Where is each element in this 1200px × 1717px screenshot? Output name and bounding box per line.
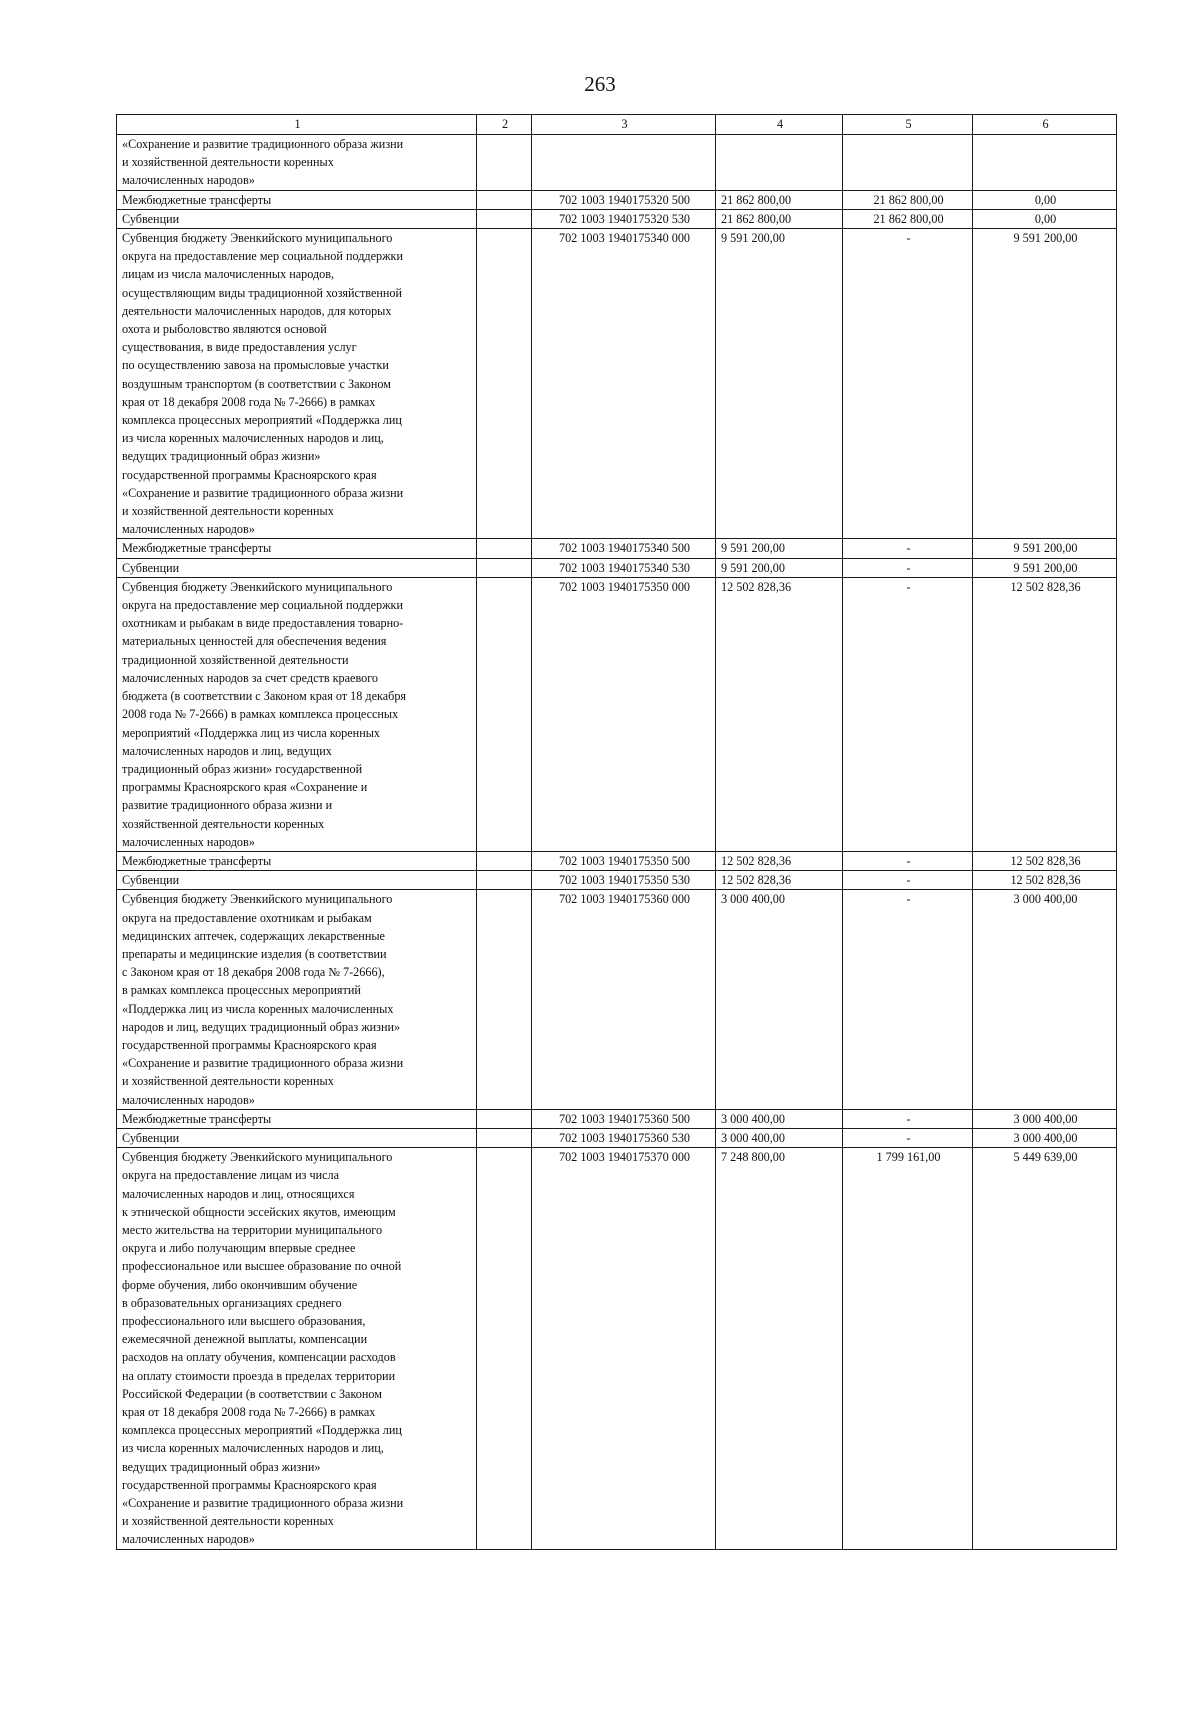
row-code-cell: 702 1003 1940175360 500 — [532, 1109, 716, 1128]
row-name-cell: Субвенции — [117, 871, 477, 890]
row-name-cell: Межбюджетные трансферты — [117, 851, 477, 870]
row-amount-cell — [716, 135, 843, 191]
row-name-cell: Субвенция бюджету Эвенкийского муниципального округа на предоставление мер социальной поддержки лицам из числа малочисленных народов, осуществляющим виды традиционной хозяйственной деятельности малочисленных народов, для которых охота и рыболовство являются основой существования, в виде предоставления услуг по осуществлению завоза на промысловые участки воздушным транспортом (в соответствии с Законом края от 18 декабря 2008 года № 7-2666) в рамках комплекса процессных мероприятий «Поддержка лиц из числа коренных малочисленных народов и лиц, ведущих традиционный образ жизни» государственной программы Красноярского края «Сохранение и развитие традиционного образа жизни и хозяйственной деятельности коренных малочисленных народов» — [117, 229, 477, 539]
row-name-cell: Субвенция бюджету Эвенкийского муниципального округа на предоставление лицам из числа малочисленных народов и лиц, относящихся к этнической общности эссейских якутов, имеющим место жительства на территории муниципального округа и либо получающим впервые среднее профессиональное или высшее образование по очной форме обучения, либо окончившим обучение в образовательных организациях среднего профессионального или высшего образования, ежемесячной денежной выплаты, компенсации расходов на оплату обучения, компенсации расходов на оплату стоимости проезда в пределах территории Российской Федерации (в соответствии с Законом края от 18 декабря 2008 года № 7-2666) в рамках комплекса процессных мероприятий «Поддержка лиц из числа коренных малочисленных народов и лиц, ведущих традиционный образ жизни» государственной программы Красноярского края «Сохранение и развитие традиционного образа жизни и хозяйственной деятельности коренных малочисленных народов» — [117, 1148, 477, 1549]
row-col6-cell: 3 000 400,00 — [973, 1109, 1117, 1128]
row-col5-cell: - — [843, 577, 973, 851]
row-col2-cell — [477, 539, 532, 558]
row-col5-cell: - — [843, 1128, 973, 1147]
row-code-cell — [532, 135, 716, 191]
row-amount-cell: 7 248 800,00 — [716, 1148, 843, 1549]
row-code-cell: 702 1003 1940175350 000 — [532, 577, 716, 851]
table-row — [117, 1128, 1117, 1147]
row-col6-cell — [973, 135, 1117, 191]
row-amount-cell: 3 000 400,00 — [716, 1109, 843, 1128]
header-col-6: 6 — [973, 115, 1117, 135]
row-code-cell: 702 1003 1940175360 000 — [532, 890, 716, 1109]
header-col-1: 1 — [117, 115, 477, 135]
row-col2-cell — [477, 190, 532, 209]
header-col-2: 2 — [477, 115, 532, 135]
row-col2-cell — [477, 558, 532, 577]
row-name-cell: Субвенции — [117, 558, 477, 577]
row-col6-cell: 0,00 — [973, 190, 1117, 209]
row-amount-cell: 21 862 800,00 — [716, 209, 843, 228]
row-amount-cell: 9 591 200,00 — [716, 558, 843, 577]
budget-table — [116, 114, 1117, 1550]
row-col5-cell: 21 862 800,00 — [843, 190, 973, 209]
header-col-4: 4 — [716, 115, 843, 135]
row-amount-cell: 21 862 800,00 — [716, 190, 843, 209]
row-name-cell: Межбюджетные трансферты — [117, 1109, 477, 1128]
row-col2-cell — [477, 851, 532, 870]
table-header-row — [117, 115, 1117, 135]
row-col6-cell: 9 591 200,00 — [973, 539, 1117, 558]
row-col6-cell: 5 449 639,00 — [973, 1148, 1117, 1549]
row-name-cell: Межбюджетные трансферты — [117, 539, 477, 558]
row-name-cell: «Сохранение и развитие традиционного образа жизни и хозяйственной деятельности коренных малочисленных народов» — [117, 135, 477, 191]
table-row — [117, 190, 1117, 209]
row-col2-cell — [477, 209, 532, 228]
table-row — [117, 871, 1117, 890]
table-row — [117, 209, 1117, 228]
row-amount-cell: 9 591 200,00 — [716, 539, 843, 558]
row-col5-cell: - — [843, 1109, 973, 1128]
header-col-3: 3 — [532, 115, 716, 135]
table-row — [117, 577, 1117, 851]
row-col5-cell: 21 862 800,00 — [843, 209, 973, 228]
row-col5-cell: - — [843, 229, 973, 539]
row-col2-cell — [477, 871, 532, 890]
row-col6-cell: 12 502 828,36 — [973, 851, 1117, 870]
row-amount-cell: 3 000 400,00 — [716, 890, 843, 1109]
row-col6-cell: 12 502 828,36 — [973, 871, 1117, 890]
row-code-cell: 702 1003 1940175350 500 — [532, 851, 716, 870]
budget-table-wrapper — [116, 114, 1116, 1550]
row-col5-cell: 1 799 161,00 — [843, 1148, 973, 1549]
row-col2-cell — [477, 890, 532, 1109]
table-row — [117, 1109, 1117, 1128]
row-col2-cell — [477, 135, 532, 191]
row-code-cell: 702 1003 1940175340 500 — [532, 539, 716, 558]
row-col5-cell: - — [843, 558, 973, 577]
row-code-cell: 702 1003 1940175360 530 — [532, 1128, 716, 1147]
row-code-cell: 702 1003 1940175320 500 — [532, 190, 716, 209]
row-code-cell: 702 1003 1940175320 530 — [532, 209, 716, 228]
row-name-cell: Субвенция бюджету Эвенкийского муниципального округа на предоставление охотникам и рыбакам медицинских аптечек, содержащих лекарственные препараты и медицинские изделия (в соответствии с Законом края от 18 декабря 2008 года № 7-2666), в рамках комплекса процессных мероприятий «Поддержка лиц из числа коренных малочисленных народов и лиц, ведущих традиционный образ жизни» государственной программы Красноярского края «Сохранение и развитие традиционного образа жизни и хозяйственной деятельности коренных малочисленных народов» — [117, 890, 477, 1109]
row-col5-cell: - — [843, 890, 973, 1109]
row-col6-cell: 12 502 828,36 — [973, 577, 1117, 851]
table-row — [117, 558, 1117, 577]
table-row — [117, 539, 1117, 558]
row-name-cell: Субвенция бюджету Эвенкийского муниципального округа на предоставление мер социальной поддержки охотникам и рыбакам в виде предоставления товарно- материальных ценностей для обеспечения ведения традиционной хозяйственной деятельности малочисленных народов за счет средств краевого бюджета (в соответствии с Законом края от 18 декабря 2008 года № 7-2666) в рамках комплекса процессных мероприятий «Поддержка лиц из числа коренных малочисленных народов и лиц, ведущих традиционный образ жизни» государственной программы Красноярского края «Сохранение и развитие традиционного образа жизни и хозяйственной деятельности коренных малочисленных народов» — [117, 577, 477, 851]
row-amount-cell: 12 502 828,36 — [716, 871, 843, 890]
row-amount-cell: 12 502 828,36 — [716, 851, 843, 870]
row-col2-cell — [477, 229, 532, 539]
header-col-5: 5 — [843, 115, 973, 135]
row-col2-cell — [477, 1109, 532, 1128]
row-col6-cell: 3 000 400,00 — [973, 1128, 1117, 1147]
table-row — [117, 229, 1117, 539]
table-row — [117, 851, 1117, 870]
row-name-cell: Субвенции — [117, 209, 477, 228]
row-code-cell: 702 1003 1940175340 530 — [532, 558, 716, 577]
row-code-cell: 702 1003 1940175350 530 — [532, 871, 716, 890]
row-name-cell: Межбюджетные трансферты — [117, 190, 477, 209]
row-code-cell: 702 1003 1940175340 000 — [532, 229, 716, 539]
page-number: 263 — [584, 72, 616, 96]
row-col5-cell: - — [843, 851, 973, 870]
table-row — [117, 890, 1117, 1109]
table-row — [117, 135, 1117, 191]
row-col6-cell: 0,00 — [973, 209, 1117, 228]
row-amount-cell: 9 591 200,00 — [716, 229, 843, 539]
row-code-cell: 702 1003 1940175370 000 — [532, 1148, 716, 1549]
row-col5-cell — [843, 135, 973, 191]
row-col5-cell: - — [843, 539, 973, 558]
row-col2-cell — [477, 1128, 532, 1147]
row-amount-cell: 3 000 400,00 — [716, 1128, 843, 1147]
row-col6-cell: 9 591 200,00 — [973, 558, 1117, 577]
table-row — [117, 1148, 1117, 1549]
row-amount-cell: 12 502 828,36 — [716, 577, 843, 851]
row-col5-cell: - — [843, 871, 973, 890]
row-col2-cell — [477, 577, 532, 851]
row-col6-cell: 3 000 400,00 — [973, 890, 1117, 1109]
row-col2-cell — [477, 1148, 532, 1549]
row-col6-cell: 9 591 200,00 — [973, 229, 1117, 539]
row-name-cell: Субвенции — [117, 1128, 477, 1147]
